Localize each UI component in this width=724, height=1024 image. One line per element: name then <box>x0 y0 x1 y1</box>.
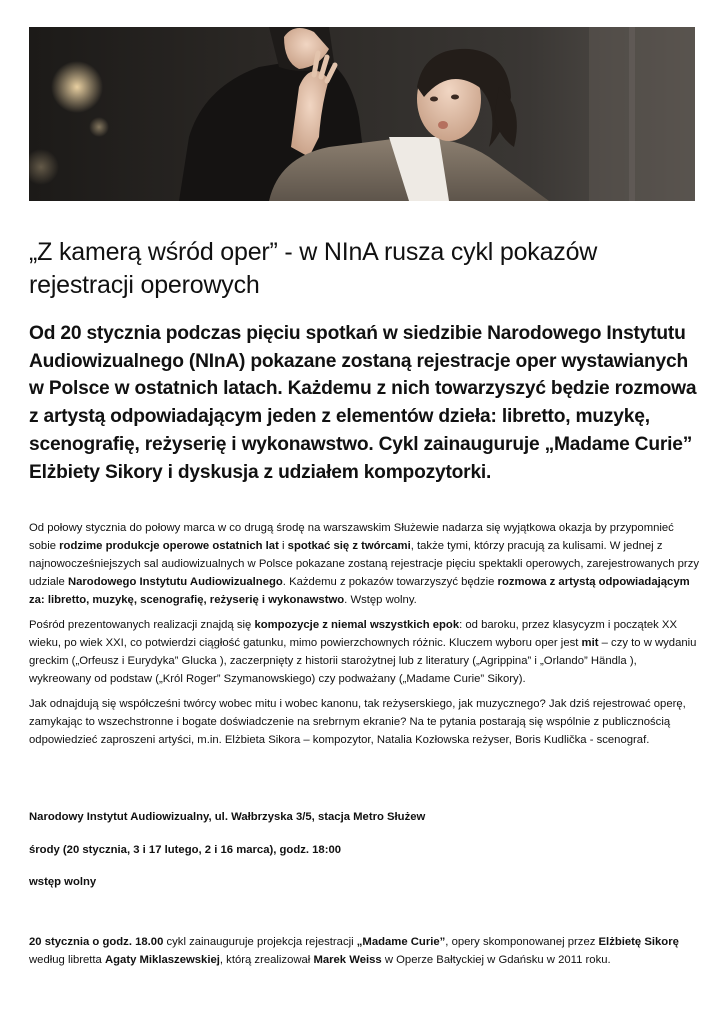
final-bold-4: Agaty Miklaszewskiej <box>104 954 220 966</box>
opening-event-paragraph <box>29 933 701 969</box>
hero-photo <box>29 27 695 201</box>
opera-scene-photo <box>29 27 695 201</box>
p1-bold-4: rozmowa z artystą odpowiadającym za: libretto, muzykę, scenografię, reżyserię i wykonawstwo <box>29 576 690 606</box>
p2-text-3: – czy to w wydaniu greckim („Orfeusz i Eurydyka” Glucka ), zaczerpnięty z historii starożytnej lub z literatury („Agrippina” i „Orlando” Händla ), wykreowany od podstaw („Król Roger” Szymanowskiego) czy podważany („Madame Curie” Sikory). <box>29 637 697 685</box>
article-lead: Od 20 stycznia podczas pięciu spotkań w siedzibie Narodowego Instytutu Audiowizualnego (NInA) pokazane zostaną rejestracje oper wystawianych w Polsce w ostatnich latach. Każdemu z nich towarzyszyć będzie rozmowa z artystą odpowiadającym jeden z elementów dzieła: libretto, muzykę, scenografię, reżyserię i wykonawstwo. Cykl zainauguruje „Madame Curie” Elżbiety Sikory i dyskusja z udziałem kompozytorki. <box>29 323 697 483</box>
p1-text-4: . Każdemu z pokazów towarzyszyć będzie <box>282 576 498 588</box>
p1-text-3: , także tymi, którzy pracują za kulisami. W jednej z najnowocześniejszych sal audiowizualnych w Polsce pokazane zostaną rejestracje pięciu spektakli operowych, zarejestrowanych przy udziale <box>29 540 699 588</box>
final-text-2: , opery skomponowanej przez <box>445 936 599 948</box>
final-bold-1: 20 stycznia o godz. 18.00 <box>29 936 164 948</box>
paragraph-2 <box>29 616 699 688</box>
p1-bold-2: spotkać się z twórcami <box>287 540 411 552</box>
p1-text-1: Od połowy stycznia do połowy marca w co drugą środę na warszawskim Służewie nadarza się wyjątkowa okazja by przypomnieć sobie <box>29 522 674 552</box>
p2-text-1: Pośród prezentowanych realizacji znajdą się <box>29 619 255 631</box>
paragraph-1 <box>29 519 699 609</box>
event-dates: środy (20 stycznia, 3 i 17 lutego, 2 i 16 marca), godz. 18:00 <box>29 844 342 856</box>
final-text-5: w Operze Bałtyckiej w Gdańsku w 2011 roku. <box>381 954 611 966</box>
final-bold-3: Elżbietę Sikorę <box>598 936 679 948</box>
final-text-4: , którą zrealizował <box>219 954 314 966</box>
final-text-3: według libretta <box>29 954 105 966</box>
p1-text-2: i <box>278 540 288 552</box>
p1-text-5: . Wstęp wolny. <box>344 594 417 606</box>
venue-address: Narodowy Instytut Audiowizualny, ul. Wałbrzyska 3/5, stacja Metro Służew <box>29 811 426 823</box>
final-bold-5: Marek Weiss <box>313 954 382 966</box>
final-text-1: cykl zainauguruje projekcja rejestracji <box>163 936 357 948</box>
p2-bold-2: mit <box>581 637 599 649</box>
final-bold-2: „Madame Curie” <box>356 936 446 948</box>
paragraph-3: Jak odnajdują się współcześni twórcy wobec mitu i wobec kanonu, tak reżyserskiego, jak muzycznego? Jak dziś rejestrować operę, zamykając to wszechstronne i bogate doświadczenie na srebrnym ekranie? Na te pytania postarają się wspólnie z publicznością odpowiedzieć zaproszeni artyści, m.in. Elżbieta Sikora – kompozytor, Natalia Kozłowska reżyser, Boris Kudlička - scenograf. <box>29 698 686 746</box>
p1-bold-1: rodzime produkcje operowe ostatnich lat <box>59 540 279 552</box>
p1-bold-3: Narodowego Instytutu Audiowizualnego <box>67 576 283 588</box>
p2-text-2: : od baroku, przez klasycyzm i początek XX wieku, po wiek XXI, co potwierdzi ciągłość gatunku, mimo powierzchownych różnic. Kluczem wyboru oper jest <box>29 619 677 649</box>
p2-bold-1: kompozycje z niemal wszystkich epok <box>254 619 460 631</box>
article-title: „Z kamerą wśród oper” - w NInA rusza cykl pokazów rejestracji operowych <box>29 238 598 299</box>
entry-info: wstęp wolny <box>29 876 97 888</box>
